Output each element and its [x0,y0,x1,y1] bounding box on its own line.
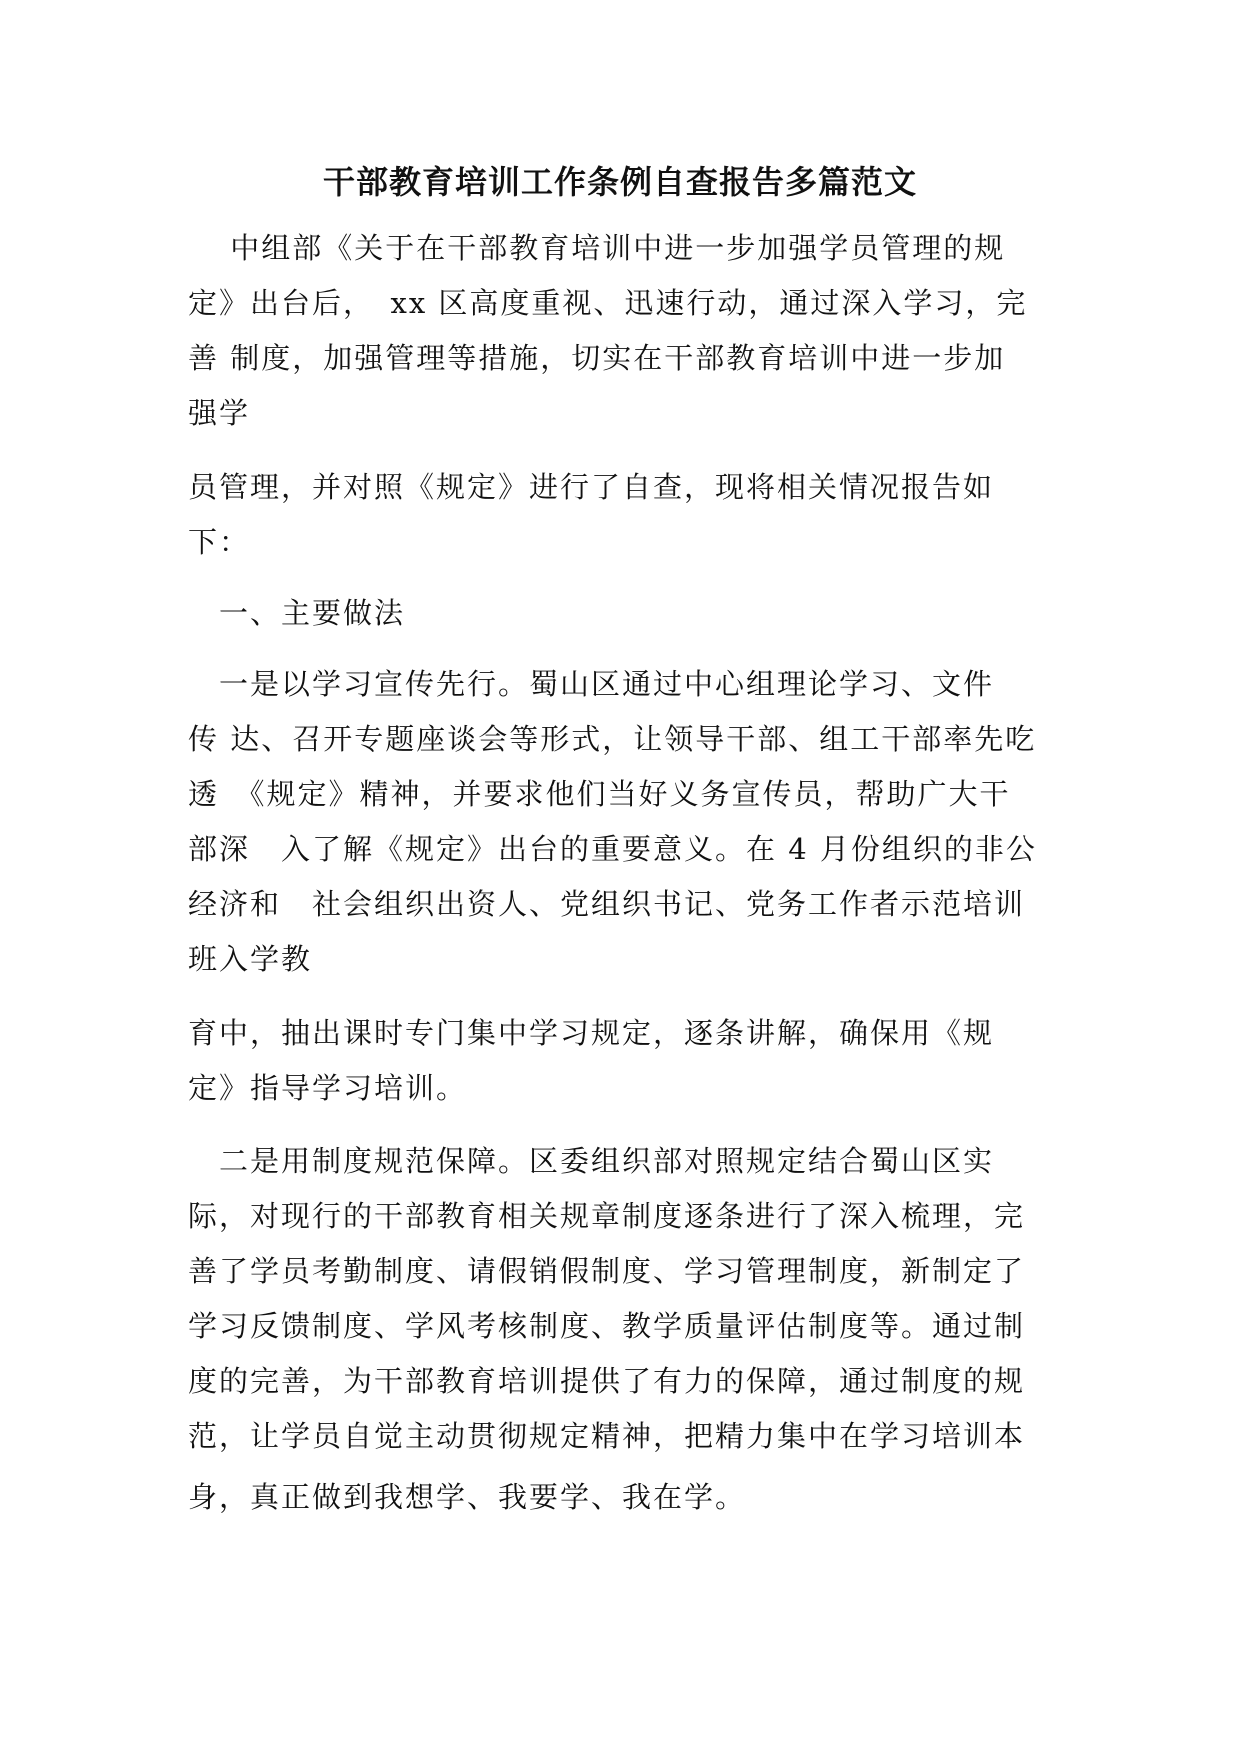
text-line: 部深 入了解《规定》出台的重要意义。在 4 月份组织的非公 [188,832,1037,866]
text-line: 班入学教 [188,942,313,976]
text-line: 范，让学员自觉主动贯彻规定精神，把精力集中在学习培训本 [188,1419,1026,1453]
text-line: 定》指导学习培训。 [188,1071,468,1105]
text-line: 二是用制度规范保障。区委组织部对照规定结合蜀山区实 [188,1144,995,1178]
text-line: 经济和 社会组织出资人、党组织书记、党务工作者示范培训 [188,887,1026,921]
text-line: 育中，抽出课时专门集中学习规定，逐条讲解，确保用《规 [188,1016,995,1050]
text-line: 员管理，并对照《规定》进行了自查，现将相关情况报告如 [188,470,995,504]
text-line: 身，真正做到我想学、我要学、我在学。 [188,1480,747,1514]
text-line: 传 达、召开专题座谈会等形式，让领导干部、组工干部率先吃 [188,722,1037,756]
document-title: 干部教育培训工作条例自查报告多篇范文 [322,163,917,201]
text-line: 学习反馈制度、学风考核制度、教学质量评估制度等。通过制 [188,1309,1026,1343]
text-line: 强学 [188,396,251,430]
text-line: 际，对现行的干部教育相关规章制度逐条进行了深入梳理，完 [188,1199,1026,1233]
section-heading: 一、主要做法 [188,596,406,630]
text-line: 善了学员考勤制度、请假销假制度、学习管理制度，新制定了 [188,1254,1026,1288]
text-line: 一是以学习宣传先行。蜀山区通过中心组理论学习、文件 [188,667,995,701]
text-line: 中组部《关于在干部教育培训中进一步加强学员管理的规 [188,231,1006,265]
text-line: 下： [188,525,251,559]
text-line: 透 《规定》精神，并要求他们当好义务宣传员，帮助广大干 [188,777,1011,811]
text-line: 善 制度，加强管理等措施，切实在干部教育培训中进一步加 [188,341,1006,375]
text-line: 度的完善，为干部教育培训提供了有力的保障，通过制度的规 [188,1364,1026,1398]
text-line: 定》出台后， xx 区高度重视、迅速行动，通过深入学习，完 [188,286,1028,320]
